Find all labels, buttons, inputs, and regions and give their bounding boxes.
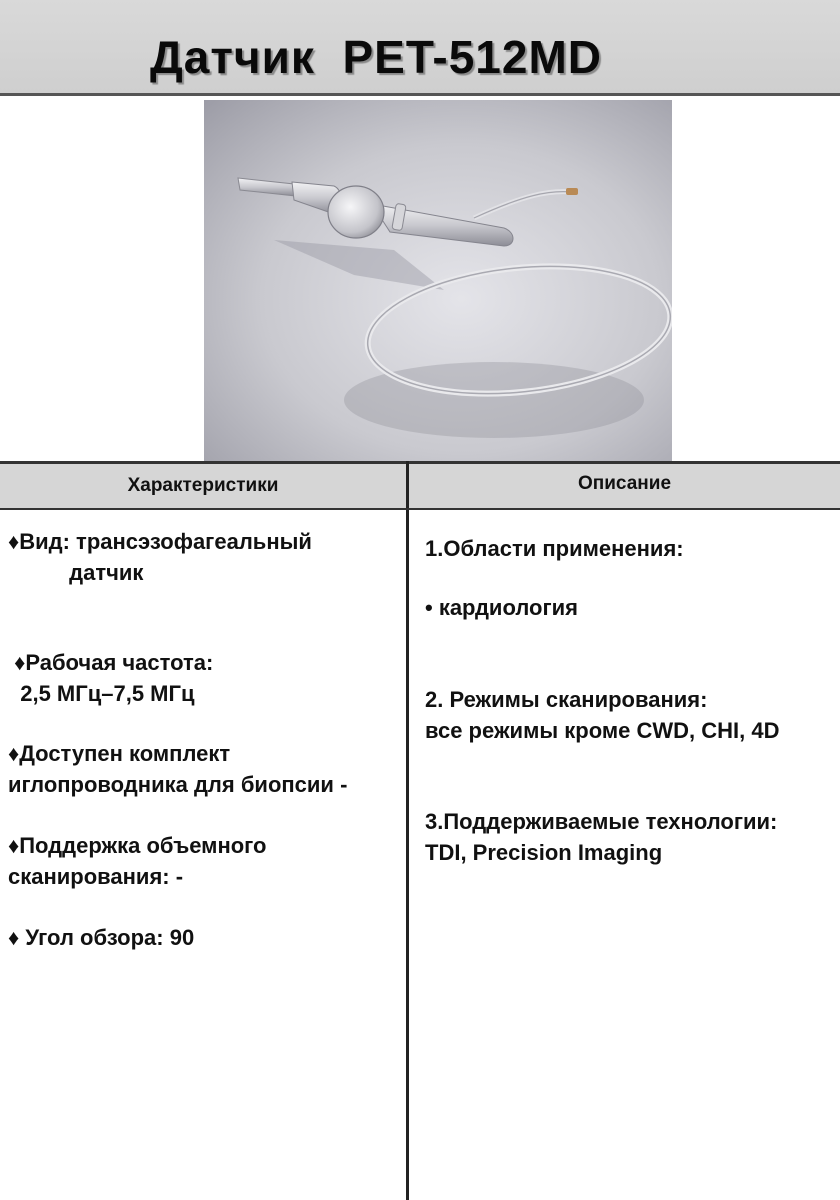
- spec-biopsy-kit: ♦Доступен комплект иглопроводника для биопсии -: [8, 741, 348, 797]
- probe-photo: [204, 100, 672, 462]
- column-header-description: Описание: [409, 464, 840, 508]
- column-header-characteristics: Характеристики: [0, 464, 406, 508]
- spec-type: ♦Вид: трансэзофагеальный датчик: [8, 529, 312, 585]
- title-bar: [0, 0, 840, 96]
- header-bottom-border: [0, 508, 840, 510]
- desc-technologies: 3.Поддерживаемые технологии: TDI, Precision Imaging: [425, 809, 778, 865]
- spec-view-angle: ♦ Угол обзора: 90: [8, 925, 195, 950]
- page-title: Датчик PET-512MD: [150, 31, 602, 83]
- desc-scan-modes: 2. Режимы сканирования: все режимы кроме CWD, CHI, 4D: [425, 687, 780, 743]
- probe-illustration: [204, 100, 672, 462]
- desc-applications-title: 1.Области применения:: [425, 536, 684, 561]
- spec-frequency: ♦Рабочая частота: 2,5 МГц–7,5 МГц: [8, 650, 214, 706]
- desc-cardiology: • кардиология: [425, 595, 578, 620]
- column-divider: [406, 461, 409, 1200]
- spec-volume-scan: ♦Поддержка объемного сканирования: -: [8, 833, 267, 889]
